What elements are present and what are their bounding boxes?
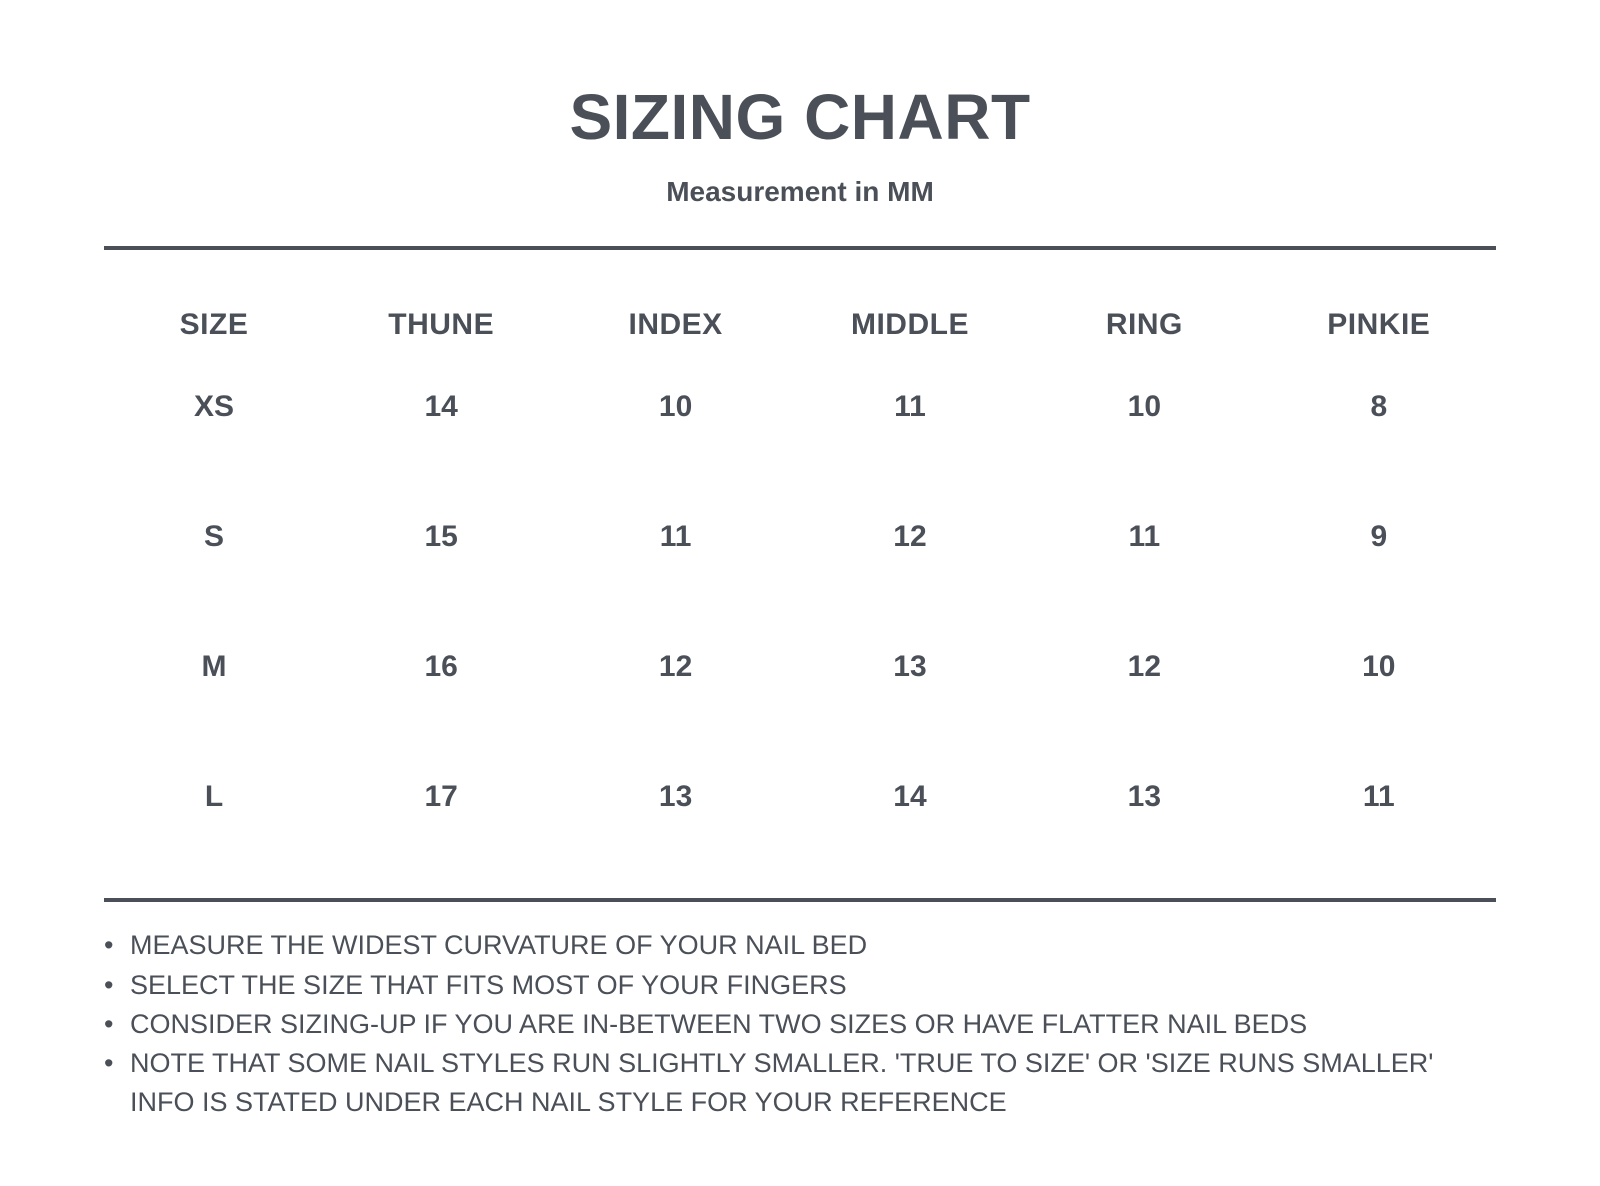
cell-middle: 12 [893,520,927,554]
cell-ring: 10 [1127,390,1162,424]
bullet-icon: • [104,1047,114,1078]
cell-middle: 13 [893,650,927,684]
note-text: SELECT THE SIZE THAT FITS MOST OF YOUR FINGERS [130,969,847,1000]
table-head [104,250,1496,342]
column-header-size: SIZE [179,308,249,342]
column-header-ring: RING [1105,308,1183,342]
column-header-pinkie: PINKIE [1327,308,1431,342]
cell-size: M [201,650,227,684]
cell-thune: 17 [424,780,458,814]
cell-index: 12 [658,650,693,684]
bullet-icon: • [104,1008,114,1039]
list-item [104,966,1496,1005]
table-header-row [104,250,1496,342]
cell-size: L [204,780,224,814]
cell-thune: 14 [424,390,458,424]
cell-pinkie: 8 [1370,390,1388,424]
cell-pinkie: 10 [1362,650,1396,684]
bullet-icon: • [104,930,114,961]
cell-pinkie: 9 [1370,520,1388,554]
list-item [104,1044,1496,1122]
sizing-table-wrap [0,250,1600,898]
page-subtitle: Measurement in MM [666,176,934,208]
table-body [104,342,1496,862]
bullet-icon: • [104,969,114,1000]
note-text: NOTE THAT SOME NAIL STYLES RUN SLIGHTLY SMALLER. 'TRUE TO SIZE' OR 'SIZE RUNS SMALLER' INFO IS STATED UNDER EACH NAIL STYLE FOR YOUR REFERENCE [130,1047,1434,1117]
table-row [104,472,1496,602]
cell-middle: 11 [894,390,926,424]
column-header-middle: MIDDLE [850,308,969,342]
cell-size: XS [193,390,235,424]
cell-pinkie: 11 [1362,780,1395,814]
table-row [104,732,1496,862]
cell-ring: 12 [1127,650,1162,684]
page-title: SIZING CHART [569,81,1031,153]
cell-ring: 11 [1128,520,1161,554]
list-item [104,926,1496,965]
cell-middle: 14 [893,780,927,814]
bottom-divider [104,898,1496,902]
list-item [104,1005,1496,1044]
cell-index: 10 [658,390,693,424]
note-text: CONSIDER SIZING-UP IF YOU ARE IN-BETWEEN TWO SIZES OR HAVE FLATTER NAIL BEDS [130,1008,1308,1039]
note-text: MEASURE THE WIDEST CURVATURE OF YOUR NAIL BED [130,930,868,961]
cell-thune: 16 [424,650,458,684]
column-header-index: INDEX [628,308,723,342]
table-row [104,342,1496,472]
column-header-thune: THUNE [388,308,495,342]
notes-list [104,926,1496,1122]
table-row [104,602,1496,732]
cell-index: 11 [659,520,692,554]
cell-ring: 13 [1127,780,1162,814]
cell-size: S [203,520,224,554]
sizing-table [104,250,1496,862]
cell-thune: 15 [424,520,458,554]
cell-index: 13 [658,780,693,814]
